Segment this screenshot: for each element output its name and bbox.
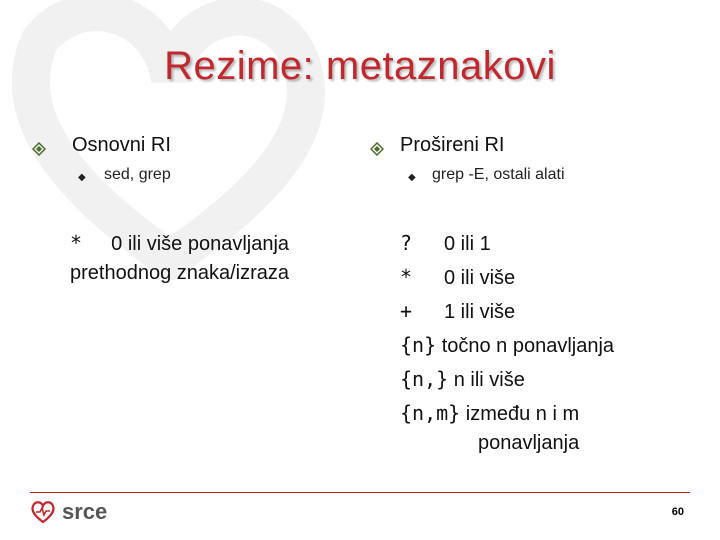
- right-entry: [400, 294, 515, 329]
- metachar-description: n ili više: [453, 369, 525, 391]
- right-entry: [400, 226, 491, 261]
- metachar-symbol: *: [70, 231, 83, 255]
- metachar-description: 0 ili 1: [444, 233, 491, 255]
- metachar-symbol: {n}: [400, 333, 437, 357]
- right-entry-continuation: [478, 426, 579, 460]
- metachar-description: između n i m: [465, 403, 580, 425]
- right-subitem: grep -E, ostali alati: [432, 166, 565, 183]
- right-entry: [400, 260, 515, 295]
- metachar-description: ponavljanja: [478, 432, 580, 454]
- metachar-description: 0 ili više ponavljanja: [111, 233, 290, 255]
- metachar-description: 0 ili više: [444, 267, 516, 289]
- slide-title: Rezime: metaznakovi: [164, 44, 556, 88]
- page-number: 60: [671, 506, 684, 518]
- right-entry: [400, 362, 525, 397]
- metachar-symbol: +: [400, 299, 413, 323]
- left-subitem: sed, grep: [104, 166, 171, 183]
- metachar-symbol: ?: [400, 231, 413, 255]
- diamond-bullet-icon: [32, 142, 46, 156]
- metachar-symbol: *: [400, 265, 413, 289]
- footer-divider: [30, 492, 690, 493]
- logo-text: srce: [62, 499, 108, 524]
- left-heading: Osnovni RI: [72, 134, 171, 156]
- diamond-bullet-icon: [370, 142, 384, 156]
- metachar-symbol: {n,m}: [400, 401, 461, 425]
- small-diamond-bullet-icon: ◆: [408, 172, 416, 183]
- metachar-symbol: {n,}: [400, 367, 449, 391]
- metachar-description: 1 ili više: [444, 301, 516, 323]
- srce-logo: [30, 499, 107, 525]
- metachar-description: prethodnog znaka/izraza: [70, 262, 290, 284]
- right-entry: [400, 328, 614, 363]
- left-entry-continuation: [70, 256, 289, 290]
- small-diamond-bullet-icon: ◆: [78, 172, 86, 183]
- right-heading: Prošireni RI: [400, 134, 505, 156]
- metachar-description: točno n ponavljanja: [441, 335, 615, 357]
- heart-logo-icon: [30, 500, 56, 524]
